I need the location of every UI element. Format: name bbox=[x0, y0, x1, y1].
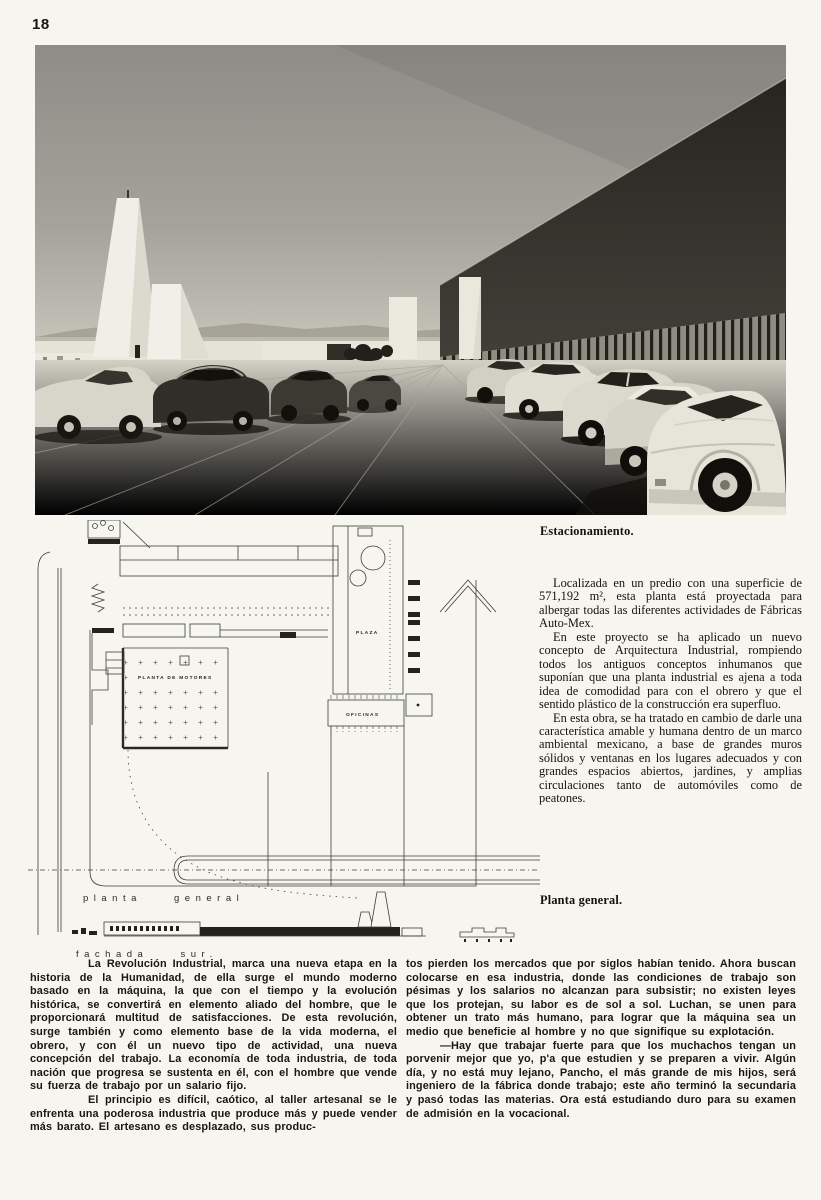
plaza-block bbox=[333, 526, 420, 694]
internal-road bbox=[123, 608, 330, 615]
body-paragraph: tos pierden los mercados que por siglos habían tenido. Ahora buscan colocarse en esa industria, donde las condiciones de trabajo son pésimas y los salarios no alcanzan para subsistir; no existen leyes que los protejan, su labor es de sol a sol. Luchan, se unen para obtener un trato más humano, para lograr que la máquina sea un medio que beneficie al hombre y no que signifique su explotación. bbox=[406, 958, 796, 1038]
street-left bbox=[38, 552, 61, 935]
plan-caption: Planta general. bbox=[540, 893, 623, 907]
main-building-band bbox=[120, 546, 338, 576]
label-oficinas: OFICINAS bbox=[346, 713, 380, 718]
label-fachada-sur: fachada sur. bbox=[76, 949, 218, 960]
offices-block bbox=[328, 694, 432, 732]
body-column-right bbox=[406, 958, 796, 1121]
label-plaza: PLAZA bbox=[356, 631, 379, 636]
page-number: 18 bbox=[32, 16, 50, 33]
photo-caption: Estacionamiento. bbox=[540, 524, 634, 538]
intro-paragraph: Localizada en un predio con una superficie de 571,192 m², esta planta está proyectada para albergar todas las diferentes actividades de Fábricas Auto-Mex. bbox=[539, 576, 802, 631]
engine-plant bbox=[106, 648, 228, 748]
workshops bbox=[123, 624, 328, 638]
site-plan-drawing bbox=[28, 520, 540, 964]
intro-column bbox=[539, 577, 802, 806]
site-plan-figure bbox=[28, 520, 540, 964]
north-arrow-icon bbox=[440, 580, 496, 612]
body-paragraph: —Hay que trabajar fuerte para que los muchachos tengan un porvenir mejor que yo, p'a que estudien y se preparen a vivir. Algún día, y no está muy lejano, Pancho, el más grande de mis hijos, será ingeniero de la fábrica donde trabajo; este año terminó la secundaria y pasó todas las materias. Ora está estudiando duro para su examen de admisión en la vocacional. bbox=[406, 1039, 796, 1120]
intro-paragraph: En este proyecto se ha aplicado un nuevo concepto de Arquitectura Industrial, rompiendo todos los antiguos conceptos inhumanos que suponían que una planta industrial es ajena a toda idea de comodidad para con el obrero y que el sentido plástico de la construcción era superfluo. bbox=[539, 629, 802, 712]
intro-paragraph: En esta obra, se ha tratado en cambio de darle una característica amable y humana dentro de un marco ambiental mexicano, a base de grandes muros sólidos y ventanas en los lugares adecuados y con grandes espacios abiertos, jardines, y amplias circulaciones tanto de automóviles como de peatones. bbox=[539, 710, 802, 806]
parking-lot-photo-art bbox=[35, 45, 786, 515]
label-planta-general: planta general bbox=[83, 893, 245, 904]
body-column-left bbox=[30, 958, 397, 1135]
body-paragraph: La Revolución Industrial, marca una nueva etapa en la historia de la Humanidad, de ella surge el mundo moderno basado en la máquina, la que con el tiempo y la evolución histórica, se convertirá en elemento aliado del hombre, que le proporcionará multitud de satisfacciones. De esta revolución, surge también y como elemento base de la vida moderna, el obrero, y con él un nuevo tipo de actividad, una nueva concepción del trabajo. La economía de toda industria, de toda nación que progresa se sustenta en él, con el hombre que vende su fuerza de trabajo por un salario fijo. bbox=[30, 958, 397, 1093]
bottom-road bbox=[28, 856, 540, 884]
parking-lot-photo bbox=[35, 45, 786, 515]
label-planta-de-motores: PLANTA DE MOTORES bbox=[138, 676, 213, 681]
rail-spur bbox=[128, 750, 358, 898]
body-paragraph: El principio es difícil, caótico, al taller artesanal se le enfrenta una poderosa industria que produce más y puede vender más barato. El artesano es desplazado, sus produc- bbox=[30, 1093, 397, 1134]
